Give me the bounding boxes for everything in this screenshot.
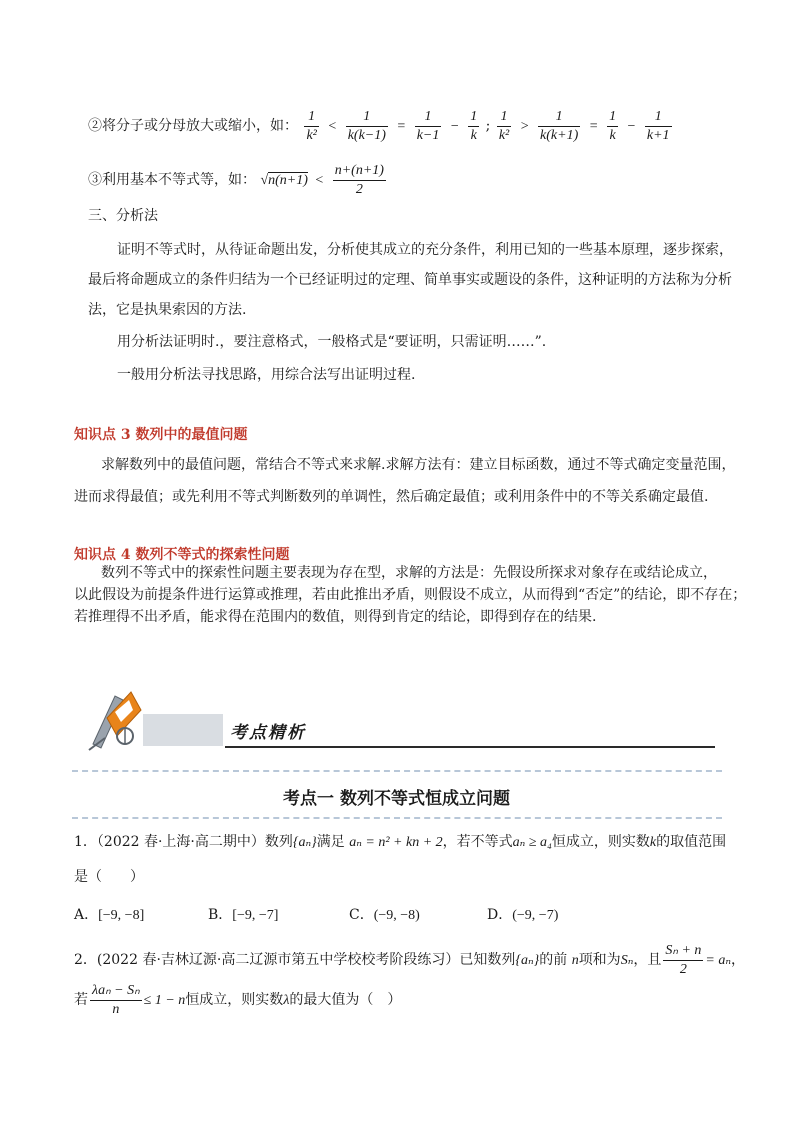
q2-text: ，且 xyxy=(633,952,662,968)
topic-title: 考点一 数列不等式恒成立问题 xyxy=(283,789,510,809)
denominator: k(k−1) xyxy=(347,127,386,143)
option-value: [−9, −7] xyxy=(232,908,279,923)
fraction xyxy=(645,108,672,145)
q2-text: 恒成立，则实数 xyxy=(185,992,284,1008)
section3-paragraph-line: 法，它是执果索因的方法. xyxy=(88,302,247,318)
q2-lead: 2．(2022 春·吉林辽源·高二辽源市第五中学校校考阶段练习）已知数列 xyxy=(74,952,516,968)
q2-text: 项和为 xyxy=(578,952,621,968)
q1-text: 满足 xyxy=(316,834,345,850)
banner-tab xyxy=(143,714,223,746)
kp3-heading: 知识点 3 数列中的最值问题 xyxy=(74,427,248,443)
numerator: 1 xyxy=(424,108,432,124)
denominator: k+1 xyxy=(646,127,670,143)
q1-inequality: aₙ ≥ a₄ xyxy=(512,835,552,850)
fraction xyxy=(497,108,511,145)
sum-symbol: Sₙ xyxy=(620,953,634,968)
numerator: 1 xyxy=(500,108,508,124)
denominator: 2 xyxy=(663,960,703,979)
operator: < xyxy=(315,173,324,188)
q2-text: 的前 xyxy=(539,952,568,968)
denominator: k xyxy=(468,126,479,145)
equation-rhs: = aₙ xyxy=(705,953,732,968)
kp4-line: 若推理得不出矛盾，能求得在范围内的数值，则得到肯定的结论，即得到存在的结果. xyxy=(74,609,597,625)
divider-dashed xyxy=(72,770,722,772)
q2-text: 的最大值为（ ） xyxy=(289,992,402,1008)
option-value: [−9, −8] xyxy=(98,908,145,923)
numerator: λaₙ − Sₙ xyxy=(92,982,140,998)
method2-line xyxy=(88,106,674,147)
fraction xyxy=(346,108,388,145)
section3-title: 三、分析法 xyxy=(88,208,158,224)
q1-line xyxy=(74,832,726,853)
sequence-symbol: {aₙ} xyxy=(292,835,317,850)
q2-line2 xyxy=(74,980,401,1021)
denominator: k² xyxy=(498,127,510,143)
inequality-tail: ≤ 1 − n xyxy=(143,993,186,1008)
option-label: B． xyxy=(208,907,233,923)
kp4-line: 数列不等式中的探索性问题主要表现为存在型，求解的方法是：先假设所探求对象存在或结论成立， xyxy=(101,565,717,581)
q2-text: ， xyxy=(731,952,746,968)
method3-prefix: ③利用基本不等式等，如： xyxy=(88,172,256,188)
sqrt-expression: √n(n+1) xyxy=(260,173,308,188)
q1-line2: 是（ ） xyxy=(74,869,144,885)
q1-text: 的取值范围 xyxy=(656,834,727,850)
operator: = xyxy=(397,119,406,134)
operator: > xyxy=(520,119,529,134)
fraction xyxy=(538,108,580,145)
fraction xyxy=(333,162,386,199)
operator: − xyxy=(450,119,459,134)
q2-text: 若 xyxy=(74,992,88,1008)
numerator: 1 xyxy=(609,108,617,124)
section3-method-note: 一般用分析法寻找思路，用综合法写出证明过程. xyxy=(117,367,416,383)
ruler-compass-icon xyxy=(85,688,147,752)
option-d[interactable] xyxy=(487,904,558,924)
separator: ; xyxy=(485,118,491,134)
option-label: C． xyxy=(349,907,374,923)
radicand: n(n+1) xyxy=(268,173,308,188)
numerator: 1 xyxy=(308,108,316,124)
section3-paragraph-line: 证明不等式时，从待证命题出发，分析使其成立的充分条件，利用已知的一些基本原理，逐步探索， xyxy=(117,242,733,258)
q1-text: ，若不等式 xyxy=(442,834,513,850)
operator: − xyxy=(627,119,636,134)
fraction xyxy=(663,942,703,979)
q2-line xyxy=(74,940,745,981)
banner-divider xyxy=(225,746,715,748)
method3-line xyxy=(88,160,388,201)
denominator: k xyxy=(607,126,618,145)
fraction xyxy=(304,108,318,145)
numerator: 1 xyxy=(654,108,662,124)
denominator: k−1 xyxy=(416,127,440,143)
denominator: 2 xyxy=(333,180,386,199)
q1-formula: aₙ = n² + kn + 2 xyxy=(349,835,443,850)
option-label: A． xyxy=(74,907,99,923)
variable: k xyxy=(649,835,657,850)
q1-lead: 1．（2022 春·上海·高二期中）数列 xyxy=(74,834,293,850)
kp3-line: 进而求得最值；或先利用不等式判断数列的单调性，然后确定最值；或利用条件中的不等关系确定最值. xyxy=(74,489,709,505)
denominator: k(k+1) xyxy=(540,127,579,143)
numerator: n+(n+1) xyxy=(334,162,384,178)
kp4-line: 以此假设为前提条件进行运算或推理，若由此推出矛盾，则假设不成立，从而得到“否定”的结论，即不存在； xyxy=(74,587,747,603)
kp4-heading: 知识点 4 数列不等式的探索性问题 xyxy=(74,547,290,563)
section3-paragraph-line: 最后将命题成立的条件归结为一个已经证明过的定理、简单事实或题设的条件，这种证明的方法称为分析 xyxy=(88,272,732,288)
section-banner xyxy=(85,688,715,752)
option-b[interactable] xyxy=(208,904,278,924)
numerator: Sₙ + n xyxy=(665,942,702,958)
option-value: (−9, −7) xyxy=(512,908,559,923)
fraction xyxy=(468,108,479,145)
fraction xyxy=(415,108,442,145)
variable: λ xyxy=(283,993,290,1008)
variable: n xyxy=(571,953,579,968)
operator: < xyxy=(328,119,337,134)
numerator: 1 xyxy=(363,108,371,124)
method2-prefix: ②将分子或分母放大或缩小，如： xyxy=(88,118,298,134)
option-value: (−9, −8) xyxy=(373,908,420,923)
sequence-symbol: {aₙ} xyxy=(515,953,540,968)
option-a[interactable] xyxy=(74,904,144,924)
banner-title: 考点精析 xyxy=(230,723,306,743)
kp3-line: 求解数列中的最值问题，常结合不等式来求解.求解方法有：建立目标函数，通过不等式确定变量范围， xyxy=(101,457,736,473)
numerator: 1 xyxy=(555,108,563,124)
option-c[interactable] xyxy=(349,904,420,924)
denominator: n xyxy=(90,1000,142,1019)
option-label: D． xyxy=(487,907,513,923)
fraction xyxy=(90,982,142,1019)
operator: = xyxy=(589,119,598,134)
fraction xyxy=(607,108,618,145)
denominator: k² xyxy=(306,127,317,143)
section3-format-note: 用分析法证明时.，要注意格式，一般格式是“要证明，只需证明……”. xyxy=(117,334,547,350)
q1-text: 恒成立，则实数 xyxy=(551,834,650,850)
numerator: 1 xyxy=(470,108,478,124)
divider-dashed xyxy=(72,817,722,819)
